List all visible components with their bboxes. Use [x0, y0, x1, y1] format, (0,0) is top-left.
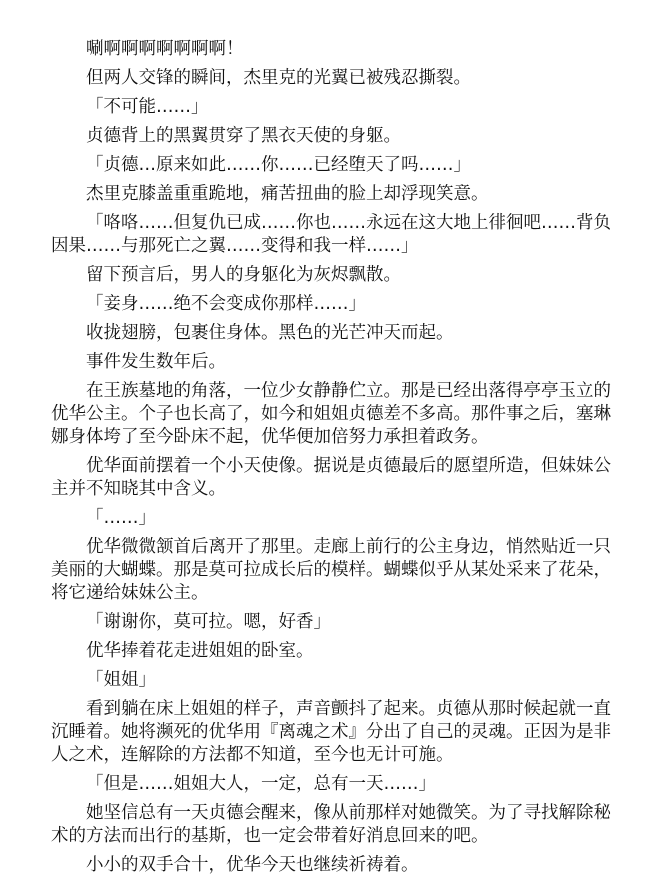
paragraph: 唰啊啊啊啊啊啊啊！	[86, 39, 244, 59]
paragraph: 优华面前摆着一个小天使像。据说是贞德最后的愿望所造，但妹妹公主并不知晓其中含义。	[51, 456, 611, 499]
paragraph: 在王族墓地的角落，一位少女静静伫立。那是已经出落得亭亭玉立的优华公主。个子也长高了，如今和姐姐贞德差不多高。那件事之后，塞琳娜身体垮了至今卧床不起，优华便加倍努力承担着政务。	[51, 381, 611, 447]
paragraph: 「谢谢你，莫可拉。嗯，好香」	[86, 612, 331, 632]
paragraph: 「妾身……绝不会变成你那样……」	[86, 294, 366, 314]
paragraph: 「不可能……」	[86, 97, 209, 117]
paragraph: 看到躺在床上姐姐的样子，声音颤抖了起来。贞德从那时候起就一直沉睡着。她将濒死的优华用『离魂之术』分出了自己的灵魂。正因为是非人之术，连解除的方法都不知道，至今也无计可施。	[51, 699, 611, 765]
paragraph: 「贞德…原来如此……你……已经堕天了吗……」	[86, 155, 471, 175]
paragraph: 她坚信总有一天贞德会醒来，像从前那样对她微笑。为了寻找解除秘术的方法而出行的基斯，也一定会带着好消息回来的吧。	[51, 803, 611, 846]
paragraph: 优华捧着花走进姐姐的卧室。	[86, 641, 314, 661]
paragraph: 小小的双手合十，优华今天也继续祈祷着。	[86, 855, 419, 875]
paragraph: 但两人交锋的瞬间，杰里克的光翼已被残忍撕裂。	[86, 68, 471, 88]
paragraph: 「……」	[86, 508, 156, 528]
paragraph: 优华微微颔首后离开了那里。走廊上前行的公主身边，悄然贴近一只美丽的大蝴蝶。那是莫可拉成长后的模样。蝴蝶似乎从某处采来了花朵，将它递给妹妹公主。	[51, 537, 611, 603]
paragraph: 事件发生数年后。	[86, 352, 226, 372]
paragraph: 留下预言后，男人的身躯化为灰烬飘散。	[86, 265, 401, 285]
document-page	[51, 38, 611, 883]
paragraph: 「姐姐」	[86, 670, 156, 690]
paragraph: 杰里克膝盖重重跪地，痛苦扭曲的脸上却浮现笑意。	[86, 184, 489, 204]
paragraph: 「咯咯……但复仇已成……你也……永远在这大地上徘徊吧……背负因果……与那死亡之翼……变得和我一样……」	[51, 213, 611, 256]
paragraph: 贞德背上的黑翼贯穿了黑衣天使的身躯。	[86, 126, 401, 146]
paragraph: 收拢翅膀，包裹住身体。黑色的光芒冲天而起。	[86, 323, 454, 343]
paragraph: 「但是……姐姐大人，一定，总有一天……」	[86, 774, 436, 794]
